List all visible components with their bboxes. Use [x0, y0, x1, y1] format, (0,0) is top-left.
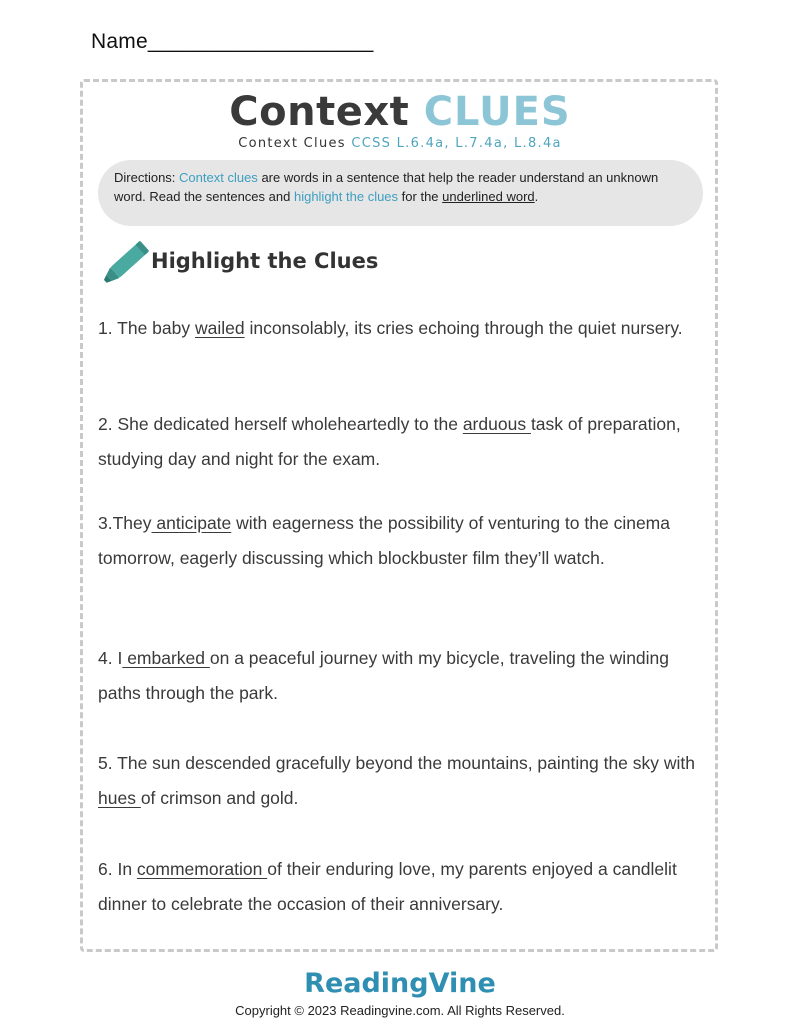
sentence-6: [98, 852, 706, 922]
subtitle-topic: Context Clues: [238, 136, 346, 151]
worksheet-subtitle: [0, 136, 800, 151]
sentence-2-pre: 2. She dedicated herself wholeheartedly to the: [98, 414, 463, 434]
sentence-4-pre: 4. I: [98, 648, 123, 668]
subtitle-standards: CCSS L.6.4a, L.7.4a, L.8.4a: [351, 136, 562, 151]
sentence-6-word: commemoration: [136, 859, 268, 879]
sentence-2: [98, 407, 706, 477]
directions-term: Context clues: [179, 170, 258, 185]
sentence-1-word: wailed: [194, 318, 245, 338]
sentence-1: [98, 311, 706, 346]
copyright-notice: Copyright © 2023 Readingvine.com. All Rights Reserved.: [235, 1003, 565, 1018]
readingvine-logo: ReadingVine: [304, 968, 496, 999]
directions-box: [98, 160, 703, 226]
sentence-5-word: hues: [98, 788, 141, 808]
section-heading: Highlight the Clues: [151, 249, 379, 273]
directions-label: Directions:: [114, 170, 176, 185]
sentence-6-pre: 6. In: [98, 859, 137, 879]
sentence-2-post: task of preparation, studying day and night for the exam.: [98, 414, 681, 469]
directions-underlined: underlined word: [442, 189, 535, 204]
sentence-1-pre: 1. The baby: [98, 318, 195, 338]
sentence-5-pre: 5. The sun descended gracefully beyond the mountains, painting the sky with: [98, 753, 695, 773]
sentence-3-pre: 3.They: [98, 513, 152, 533]
worksheet-title: [0, 89, 800, 135]
sentence-4-word: embarked: [122, 648, 210, 668]
sentence-6-post: of their enduring love, my parents enjoyed a candlelit dinner to celebrate the occasion of their anniversary.: [98, 859, 677, 914]
sentence-3-post: with eagerness the possibility of venturing to the cinema tomorrow, eagerly discussing which blockbuster film they’ll watch.: [98, 513, 670, 568]
sentence-3: [98, 506, 706, 576]
directions-highlight: highlight the clues: [293, 189, 399, 204]
directions-end: .: [534, 189, 539, 204]
sentence-5-post: of crimson and gold.: [140, 788, 299, 808]
directions-text-1: are words in a sentence that help the reader understand an unknown word. Read the sentences and: [114, 170, 659, 204]
sentence-2-word: arduous: [462, 414, 531, 434]
sentence-4-post: on a peaceful journey with my bicycle, traveling the winding paths through the park.: [98, 648, 670, 703]
sentence-5: [98, 746, 706, 816]
name-field-label: Name___________________: [91, 30, 374, 53]
sentence-3-word: anticipate: [151, 513, 232, 533]
title-clues: CLUES: [423, 89, 571, 135]
title-context: Context: [229, 89, 410, 135]
sentence-1-post: inconsolably, its cries echoing through the quiet nursery.: [244, 318, 683, 338]
highlighter-icon: [98, 238, 154, 290]
sentence-4: [98, 641, 706, 711]
directions-text-2: for the: [401, 189, 439, 204]
